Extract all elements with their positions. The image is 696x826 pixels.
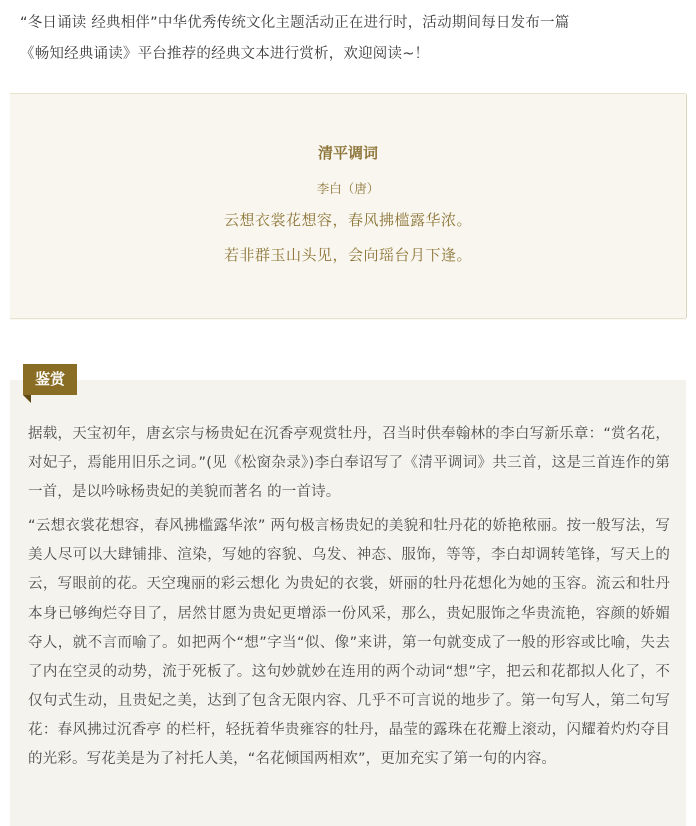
appreciation-paragraph-1: 据载，天宝初年，唐玄宗与杨贵妃在沉香亭观赏牡丹，召当时供奉翰林的李白写新乐章：“赏名花，对妃子，焉能用旧乐之词。”(见《松窗杂录》)李白奉诏写了《清平调词》共三首，这是三首连作的第一首，是以吟咏杨贵妃的美貌而著名 的一首诗。 [28, 426, 670, 501]
poem-card-edge [686, 94, 687, 318]
intro-line-1: “冬日诵读 经典相伴”中华优秀传统文化主题活动正在进行时，活动期间每日发布一篇 [20, 15, 570, 31]
poem-author: 李白（唐） [316, 181, 380, 196]
intro-line-2: 《畅知经典诵读》平台推荐的经典文本进行赏析，欢迎阅读~！ [20, 46, 430, 62]
appreciation-tag-label: 鉴赏 [34, 370, 65, 388]
appreciation-paragraph-2: “云想衣裳花想容，春风拂槛露华浓” 两句极言杨贵妃的美貌和牡丹花的娇艳秾丽。按一般写法，写美人尽可以大肆铺排、渲染，写她的容貌、乌发、神态、服饰，等等，李白却调转笔锋，写天上的云，写眼前的花。天空瑰丽的彩云想化 为贵妃的衣裳，妍丽的牡丹花想化为她的玉容。流云和牡丹本身已够绚烂夺目了，居然甘愿为贵妃更增添一份风采，那么，贵妃服饰之华贵流艳，容颜的娇媚夺人，就不言而喻了。如把两个“想”字当“似、像”来讲，第一句就变成了一般的形容或比喻，失去了内在空灵的动势，流于死板了。这句妙就妙在连用的两个动词“想”字，把云和花都拟人化了，不仅句式生动，且贵妃之美，达到了包含无限内容、几乎不可言说的地步了。第一句写人，第二句写花：春风拂过沉香亭 的栏杆，轻抚着华贵雍容的牡丹，晶莹的露珠在花瓣上滚动，闪耀着灼灼夺目的光彩。写花美是为了衬托人美，“名花倾国两相欢”，更加充实了第一句的内容。 [28, 518, 670, 768]
intro-text [20, 8, 680, 70]
appreciation-body [28, 420, 670, 779]
appreciation-tag [23, 364, 77, 395]
poem-line-2: 若非群玉山头见，会向瑶台月下逢。 [223, 246, 472, 264]
poem-title: 清平调词 [317, 144, 378, 162]
poem-line-1: 云想衣裳花想容，春风拂槛露华浓。 [223, 211, 472, 229]
tag-fold-corner [23, 395, 31, 403]
poem-card [10, 93, 686, 319]
